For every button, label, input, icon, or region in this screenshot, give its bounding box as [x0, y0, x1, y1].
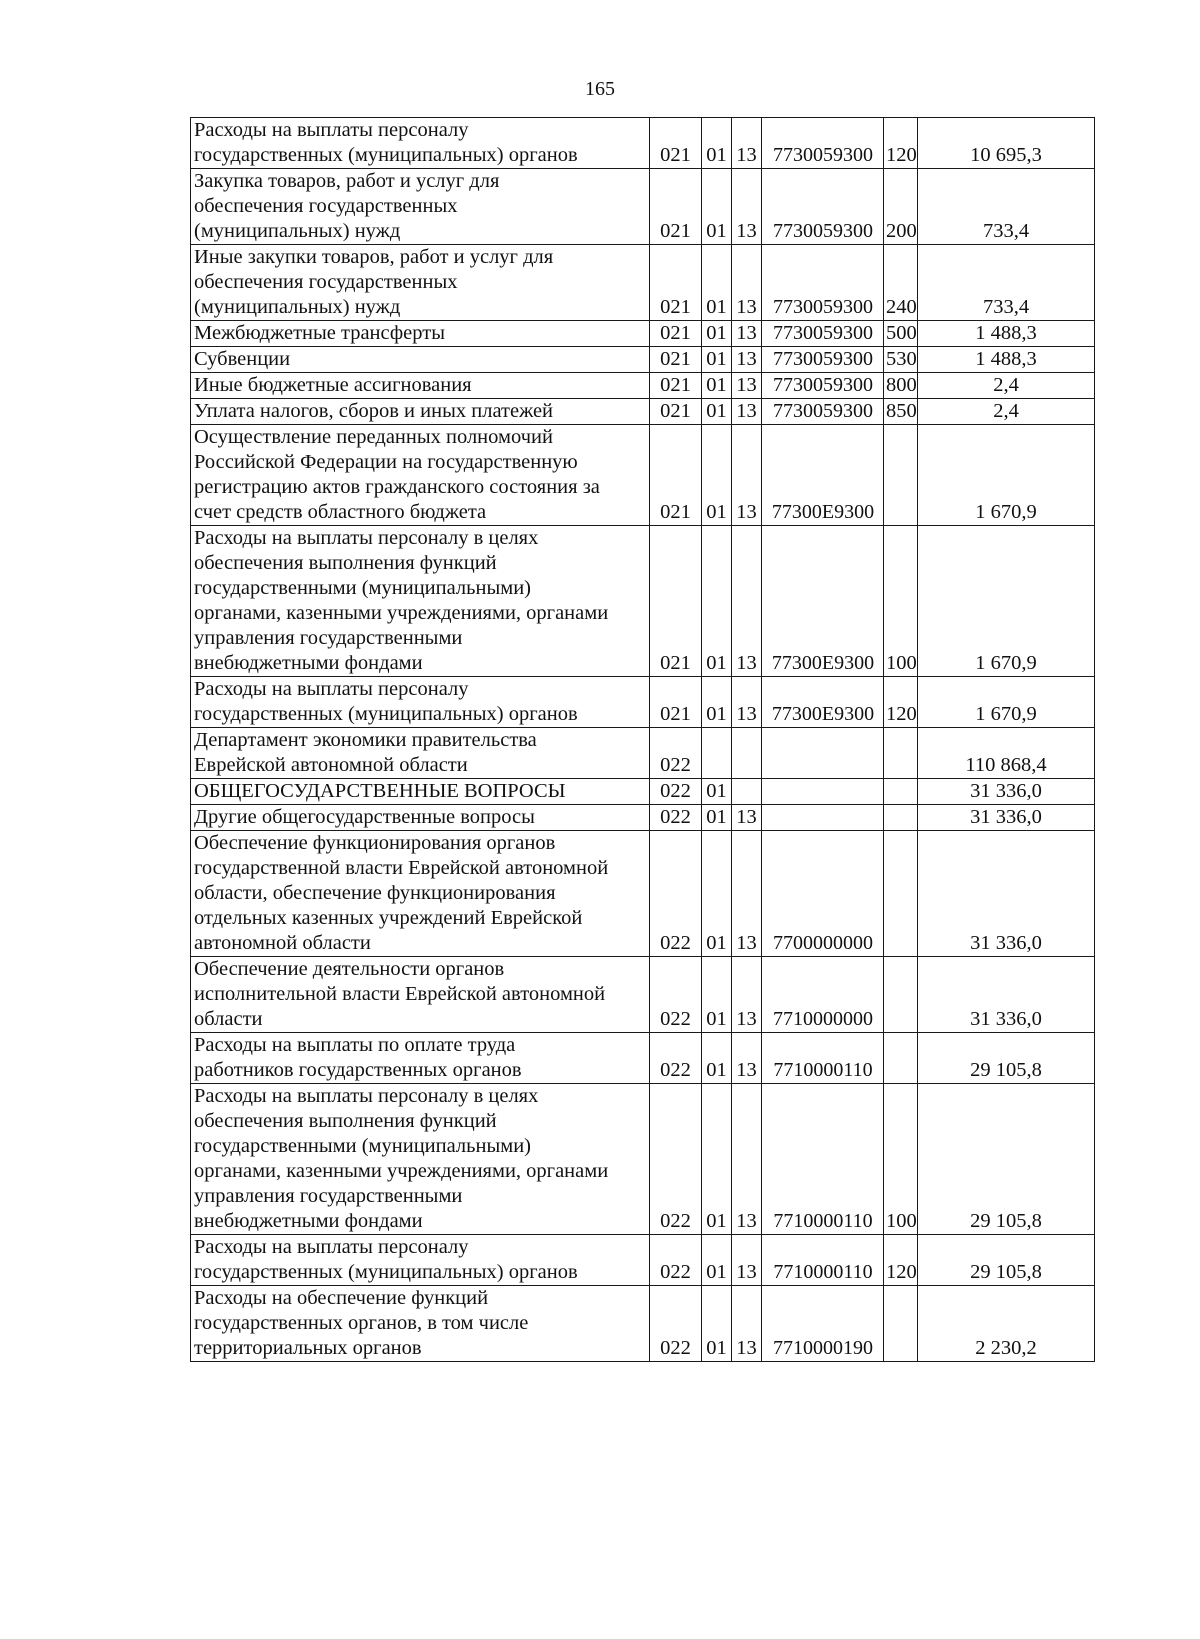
ved-code-cell: 022 — [650, 831, 702, 957]
pr-code-cell: 13 — [732, 373, 762, 399]
rz-code-cell: 01 — [702, 831, 732, 957]
rz-code-cell: 01 — [702, 526, 732, 677]
rz-code-cell: 01 — [702, 805, 732, 831]
table-row — [191, 1033, 1095, 1084]
table-row — [191, 1286, 1095, 1362]
csr-code-cell: 7730059300 — [762, 399, 884, 425]
ved-code-cell: 021 — [650, 399, 702, 425]
pr-code-cell: 13 — [732, 347, 762, 373]
rz-code-cell: 01 — [702, 779, 732, 805]
pr-code-cell: 13 — [732, 677, 762, 728]
ved-code-cell: 022 — [650, 1286, 702, 1362]
row-name-cell: Другие общегосударственные вопросы — [191, 805, 650, 831]
amount-cell: 1 670,9 — [918, 677, 1095, 728]
csr-code-cell: 7710000110 — [762, 1235, 884, 1286]
table-row — [191, 118, 1095, 169]
pr-code-cell: 13 — [732, 321, 762, 347]
vr-code-cell — [884, 1286, 918, 1362]
csr-code-cell: 7710000190 — [762, 1286, 884, 1362]
rz-code-cell: 01 — [702, 321, 732, 347]
csr-code-cell: 7730059300 — [762, 321, 884, 347]
pr-code-cell: 13 — [732, 805, 762, 831]
csr-code-cell: 77300Е9300 — [762, 526, 884, 677]
row-name-cell: Расходы на выплаты персоналу в целях обеспечения выполнения функций государственными (муниципальными) органами, казенными учреждениями, органами управления государственными внебюджетными фондами — [191, 1084, 650, 1235]
table-row — [191, 805, 1095, 831]
row-name-cell: Расходы на обеспечение функций государственных органов, в том числе территориальных органов — [191, 1286, 650, 1362]
vr-code-cell — [884, 957, 918, 1033]
amount-cell: 1 670,9 — [918, 425, 1095, 526]
pr-code-cell: 13 — [732, 118, 762, 169]
vr-code-cell — [884, 805, 918, 831]
vr-code-cell: 530 — [884, 347, 918, 373]
row-name-cell: Осуществление переданных полномочий Российской Федерации на государственную регистрацию актов гражданского состояния за счет средств областного бюджета — [191, 425, 650, 526]
pr-code-cell: 13 — [732, 526, 762, 677]
ved-code-cell: 021 — [650, 373, 702, 399]
amount-cell: 31 336,0 — [918, 957, 1095, 1033]
vr-code-cell — [884, 425, 918, 526]
page-number: 165 — [585, 78, 615, 100]
pr-code-cell: 13 — [732, 831, 762, 957]
amount-cell: 29 105,8 — [918, 1235, 1095, 1286]
vr-code-cell: 200 — [884, 169, 918, 245]
table-row — [191, 169, 1095, 245]
csr-code-cell: 7710000110 — [762, 1084, 884, 1235]
amount-cell: 733,4 — [918, 169, 1095, 245]
vr-code-cell: 120 — [884, 118, 918, 169]
pr-code-cell: 13 — [732, 1235, 762, 1286]
pr-code-cell — [732, 779, 762, 805]
csr-code-cell: 77300Е9300 — [762, 677, 884, 728]
rz-code-cell: 01 — [702, 957, 732, 1033]
vr-code-cell: 800 — [884, 373, 918, 399]
table-row — [191, 1084, 1095, 1235]
rz-code-cell: 01 — [702, 1084, 732, 1235]
rz-code-cell: 01 — [702, 373, 732, 399]
table-row — [191, 526, 1095, 677]
table-row — [191, 245, 1095, 321]
ved-code-cell: 021 — [650, 321, 702, 347]
ved-code-cell: 022 — [650, 957, 702, 1033]
pr-code-cell: 13 — [732, 169, 762, 245]
table-row — [191, 347, 1095, 373]
table-row — [191, 321, 1095, 347]
amount-cell: 2 230,2 — [918, 1286, 1095, 1362]
row-name-cell: ОБЩЕГОСУДАРСТВЕННЫЕ ВОПРОСЫ — [191, 779, 650, 805]
amount-cell: 2,4 — [918, 399, 1095, 425]
ved-code-cell: 021 — [650, 245, 702, 321]
table-row — [191, 373, 1095, 399]
vr-code-cell: 100 — [884, 1084, 918, 1235]
budget-table — [190, 117, 1095, 1362]
ved-code-cell: 022 — [650, 1033, 702, 1084]
amount-cell: 1 670,9 — [918, 526, 1095, 677]
ved-code-cell: 021 — [650, 526, 702, 677]
table-row — [191, 399, 1095, 425]
pr-code-cell: 13 — [732, 1286, 762, 1362]
ved-code-cell: 021 — [650, 677, 702, 728]
rz-code-cell: 01 — [702, 347, 732, 373]
pr-code-cell: 13 — [732, 1084, 762, 1235]
pr-code-cell: 13 — [732, 425, 762, 526]
amount-cell: 31 336,0 — [918, 779, 1095, 805]
vr-code-cell — [884, 1033, 918, 1084]
row-name-cell: Обеспечение функционирования органов государственной власти Еврейской автономной области, обеспечение функционирования отдельных казенных учреждений Еврейской автономной области — [191, 831, 650, 957]
rz-code-cell: 01 — [702, 169, 732, 245]
row-name-cell: Межбюджетные трансферты — [191, 321, 650, 347]
amount-cell: 1 488,3 — [918, 347, 1095, 373]
ved-code-cell: 022 — [650, 1235, 702, 1286]
row-name-cell: Субвенции — [191, 347, 650, 373]
vr-code-cell: 850 — [884, 399, 918, 425]
pr-code-cell: 13 — [732, 399, 762, 425]
row-name-cell: Расходы на выплаты по оплате труда работников государственных органов — [191, 1033, 650, 1084]
row-name-cell: Закупка товаров, работ и услуг для обеспечения государственных (муниципальных) нужд — [191, 169, 650, 245]
amount-cell: 10 695,3 — [918, 118, 1095, 169]
vr-code-cell — [884, 831, 918, 957]
vr-code-cell: 240 — [884, 245, 918, 321]
ved-code-cell: 021 — [650, 169, 702, 245]
amount-cell: 110 868,4 — [918, 728, 1095, 779]
ved-code-cell: 022 — [650, 1084, 702, 1235]
amount-cell: 1 488,3 — [918, 321, 1095, 347]
csr-code-cell: 7700000000 — [762, 831, 884, 957]
ved-code-cell: 022 — [650, 728, 702, 779]
csr-code-cell: 77300Е9300 — [762, 425, 884, 526]
csr-code-cell — [762, 779, 884, 805]
row-name-cell: Департамент экономики правительства Еврейской автономной области — [191, 728, 650, 779]
csr-code-cell: 7730059300 — [762, 373, 884, 399]
amount-cell: 2,4 — [918, 373, 1095, 399]
amount-cell: 31 336,0 — [918, 831, 1095, 957]
rz-code-cell — [702, 728, 732, 779]
table-row — [191, 728, 1095, 779]
row-name-cell: Расходы на выплаты персоналу государственных (муниципальных) органов — [191, 118, 650, 169]
rz-code-cell: 01 — [702, 425, 732, 526]
ved-code-cell: 021 — [650, 425, 702, 526]
vr-code-cell: 500 — [884, 321, 918, 347]
vr-code-cell: 120 — [884, 1235, 918, 1286]
row-name-cell: Расходы на выплаты персоналу государственных (муниципальных) органов — [191, 677, 650, 728]
ved-code-cell: 022 — [650, 779, 702, 805]
table-row — [191, 831, 1095, 957]
csr-code-cell: 7730059300 — [762, 169, 884, 245]
rz-code-cell: 01 — [702, 118, 732, 169]
csr-code-cell — [762, 805, 884, 831]
rz-code-cell: 01 — [702, 1286, 732, 1362]
vr-code-cell: 120 — [884, 677, 918, 728]
table-row — [191, 957, 1095, 1033]
amount-cell: 733,4 — [918, 245, 1095, 321]
csr-code-cell: 7730059300 — [762, 245, 884, 321]
vr-code-cell — [884, 779, 918, 805]
csr-code-cell: 7710000110 — [762, 1033, 884, 1084]
csr-code-cell: 7730059300 — [762, 347, 884, 373]
amount-cell: 29 105,8 — [918, 1084, 1095, 1235]
row-name-cell: Обеспечение деятельности органов исполнительной власти Еврейской автономной области — [191, 957, 650, 1033]
table-row — [191, 677, 1095, 728]
vr-code-cell: 100 — [884, 526, 918, 677]
amount-cell: 31 336,0 — [918, 805, 1095, 831]
row-name-cell: Расходы на выплаты персоналу государственных (муниципальных) органов — [191, 1235, 650, 1286]
rz-code-cell: 01 — [702, 677, 732, 728]
rz-code-cell: 01 — [702, 399, 732, 425]
ved-code-cell: 021 — [650, 347, 702, 373]
rz-code-cell: 01 — [702, 245, 732, 321]
csr-code-cell: 7710000000 — [762, 957, 884, 1033]
table-row — [191, 425, 1095, 526]
csr-code-cell: 7730059300 — [762, 118, 884, 169]
ved-code-cell: 022 — [650, 805, 702, 831]
rz-code-cell: 01 — [702, 1033, 732, 1084]
ved-code-cell: 021 — [650, 118, 702, 169]
pr-code-cell: 13 — [732, 957, 762, 1033]
row-name-cell: Иные закупки товаров, работ и услуг для обеспечения государственных (муниципальных) нужд — [191, 245, 650, 321]
csr-code-cell — [762, 728, 884, 779]
row-name-cell: Иные бюджетные ассигнования — [191, 373, 650, 399]
row-name-cell: Уплата налогов, сборов и иных платежей — [191, 399, 650, 425]
vr-code-cell — [884, 728, 918, 779]
amount-cell: 29 105,8 — [918, 1033, 1095, 1084]
pr-code-cell — [732, 728, 762, 779]
rz-code-cell: 01 — [702, 1235, 732, 1286]
pr-code-cell: 13 — [732, 245, 762, 321]
table-row — [191, 1235, 1095, 1286]
table-row — [191, 779, 1095, 805]
table-body — [191, 118, 1095, 1362]
pr-code-cell: 13 — [732, 1033, 762, 1084]
row-name-cell: Расходы на выплаты персоналу в целях обеспечения выполнения функций государственными (муниципальными) органами, казенными учреждениями, органами управления государственными внебюджетными фондами — [191, 526, 650, 677]
